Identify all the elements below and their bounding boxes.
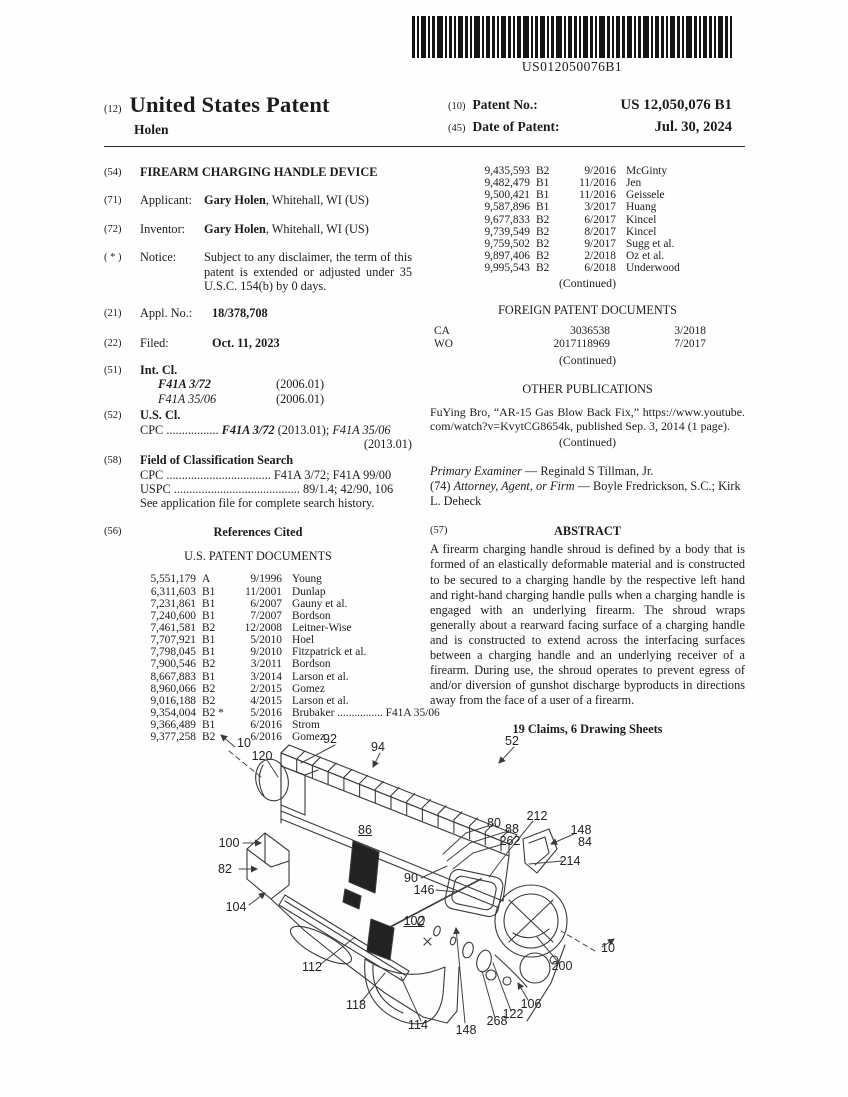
patent-assignee: Huang	[626, 201, 657, 214]
kind-code: B2	[536, 225, 550, 238]
patent-assignee: McGinty	[626, 165, 668, 177]
applicant-section	[104, 193, 412, 207]
us-cl-cpc: CPC .................	[140, 422, 222, 437]
patent-number: 9,377,258	[150, 731, 196, 744]
figure-ref-numeral: 86	[358, 823, 372, 837]
int-cl-label: Int. Cl.	[140, 363, 178, 377]
patent-assignee: Leitner-Wise	[292, 622, 352, 635]
patent-number: 9,016,188	[150, 694, 196, 707]
patent-assignee: Oz et al.	[626, 250, 665, 263]
invention-title: FIREARM CHARGING HANDLE DEVICE	[140, 165, 378, 179]
patent-number: 5,551,179	[150, 573, 196, 586]
patent-date: 11/2001	[245, 585, 282, 598]
patent-date: 9/2017	[584, 237, 616, 250]
figure-ref-numeral: 268	[486, 1014, 508, 1028]
patent-date: 9/2010	[250, 646, 282, 659]
patent-reference-row	[446, 262, 745, 274]
kind-code: A	[202, 573, 211, 586]
figure-ref-numeral: 80	[487, 816, 501, 830]
field-code: (21)	[104, 308, 122, 320]
patent-assignee: Bordson	[292, 658, 331, 671]
patent-date: 6/2016	[250, 719, 282, 732]
patent-number: 7,231,861	[150, 597, 196, 610]
header-right	[448, 97, 732, 141]
patent-date: 9/2016	[584, 165, 616, 177]
inventor-section	[104, 222, 412, 236]
figure-ref-numeral: 122	[502, 1007, 524, 1021]
patent-assignee: Kincel	[626, 213, 657, 226]
attorney-label: Attorney, Agent, or Firm	[453, 479, 575, 494]
country-code: CA	[434, 325, 450, 338]
invention-title-section	[104, 165, 412, 179]
patent-date: 6/2016	[250, 731, 282, 744]
patent-date: 3/2017	[584, 201, 616, 214]
patent-number: 9,897,406	[484, 250, 530, 263]
patent-number: 7,707,921	[150, 634, 196, 647]
figure-ref-numeral: 262	[499, 834, 521, 848]
patent-assignee: Larson et al.	[292, 694, 349, 707]
references-cited-title: References Cited	[213, 524, 303, 539]
field-label: Field of Classification Search	[140, 453, 294, 468]
patent-assignee: Larson et al.	[292, 670, 349, 683]
field-code: (22)	[104, 337, 122, 349]
figure-ref-numeral: 118	[346, 998, 366, 1012]
foreign-date: 7/2017	[674, 338, 706, 351]
patent-number-row	[448, 97, 732, 114]
patent-date: 5/2010	[250, 634, 282, 647]
kind-code: (12)	[104, 104, 122, 115]
patent-reference-row	[112, 707, 440, 720]
filed-section	[104, 336, 412, 350]
inventor-address: , Whitehall, WI (US)	[265, 221, 369, 236]
kind-code: B2	[202, 658, 216, 671]
application-number-section	[104, 306, 412, 320]
patent-assignee: Gomez	[292, 731, 325, 744]
patent-date-row	[448, 119, 732, 136]
field-code: (52)	[104, 410, 122, 422]
foreign-list-continued: (Continued)	[558, 353, 616, 368]
figure-ref-numeral: 200	[551, 959, 573, 973]
patent-date: 2/2015	[250, 682, 282, 695]
us-patent-documents-title: U.S. PATENT DOCUMENTS	[184, 549, 332, 564]
patent-reference-row	[112, 573, 412, 585]
patent-no-code: (10)	[448, 101, 466, 112]
other-publication-citation: FuYing Bro, “AR-15 Gas Blow Back Fix,” https://www.youtube. com/watch?v=KvytCG8654k, published Sep. 3, 2014 (1 page).	[430, 404, 745, 433]
country-code: WO	[434, 338, 453, 351]
date-label: Date of Patent:	[472, 119, 560, 134]
foreign-patent-list	[430, 325, 745, 351]
patent-date: 12/2008	[244, 622, 282, 635]
patent-date: 5/2016	[250, 707, 282, 720]
right-column	[430, 165, 745, 736]
kind-code: B2	[536, 165, 550, 177]
patent-reference-row	[446, 250, 745, 262]
figure-ref-numeral: 52	[505, 734, 519, 748]
patent-assignee: Strom	[292, 719, 320, 732]
patent-date: 7/2007	[250, 609, 282, 622]
patent-assignee: Jen	[626, 177, 642, 190]
abstract-section	[430, 524, 745, 708]
patent-number: 9,500,421	[484, 189, 530, 202]
us-cl-label: U.S. Cl.	[140, 408, 181, 423]
patent-date: 2/2018	[584, 250, 616, 263]
publications-continued: (Continued)	[558, 435, 616, 450]
foreign-patents-title: FOREIGN PATENT DOCUMENTS	[498, 303, 677, 318]
patent-reference-row	[112, 695, 412, 707]
filed-value: Oct. 11, 2023	[212, 335, 280, 350]
figure-ref-numeral: 92	[323, 732, 337, 746]
patent-number: 9,739,549	[484, 225, 530, 238]
us-list-continued: (Continued)	[558, 276, 616, 291]
patent-date: 9/1996	[250, 573, 282, 586]
kind-code: B1	[202, 597, 216, 610]
patent-assignee: Gomez	[292, 682, 325, 695]
header-rule	[104, 146, 745, 147]
patent-reference-row	[446, 226, 745, 238]
notice-text: Subject to any disclaimer, the term of this patent is extended or adjusted under 35 U.S.C. 154(b) by 0 days.	[204, 250, 412, 293]
patent-assignee: Geissele	[626, 189, 665, 202]
document-title: United States Patent	[129, 92, 330, 117]
examiner-label: Primary Examiner	[430, 463, 522, 478]
patent-reference-row	[112, 598, 412, 610]
figure-ref-numeral: 82	[218, 862, 232, 876]
patent-reference-row	[112, 646, 412, 658]
field-code: (57)	[430, 525, 448, 536]
figure-ref-numeral: 94	[371, 740, 385, 754]
patent-number: 9,435,593	[484, 165, 530, 177]
patent-reference-row	[446, 214, 745, 226]
foreign-date: 3/2018	[674, 325, 706, 338]
us-cl-section	[104, 408, 412, 451]
us-cl-continuation: (2013.01)	[363, 436, 412, 451]
kind-code: B2	[536, 250, 550, 263]
figure-ref-numeral: 106	[520, 997, 542, 1011]
us-cl-main: F41A 3/72	[221, 422, 275, 437]
field-code: (51)	[104, 365, 122, 376]
patent-number: 7,240,600	[150, 609, 196, 622]
other-publications-title: OTHER PUBLICATIONS	[522, 382, 653, 397]
kind-code: B2	[536, 213, 550, 226]
kind-code: B1	[202, 585, 216, 598]
patent-number: 9,677,833	[484, 213, 530, 226]
int-cl-class: F41A 3/72	[158, 377, 211, 392]
attorney-code: (74)	[430, 479, 451, 494]
figure-ref-numeral: 146	[413, 883, 435, 897]
claims-line: 19 Claims, 6 Drawing Sheets	[512, 722, 663, 737]
field-note: See application file for complete search history.	[140, 496, 375, 511]
kind-code: B2	[536, 262, 550, 275]
patent-assignee: Fitzpatrick et al.	[292, 646, 367, 659]
field-code: ( * )	[104, 252, 122, 264]
patent-number: 9,995,543	[484, 262, 530, 275]
patent-reference-row	[446, 177, 745, 189]
int-cl-version: (2006.01)	[276, 391, 325, 406]
kind-code: B1	[536, 189, 550, 202]
notice-section	[104, 250, 412, 293]
figure-ref-numeral: 104	[225, 900, 247, 914]
patent-number: 9,366,489	[150, 719, 196, 732]
abstract-text: A firearm charging handle shroud is defined by a body that is formed of an elastically deformable material and is constructed to be secured to a charging handle by the respective left hand and right-hand charging handle pulls when a charging handle is engaged with an underlying firearm. The shroud wraps generally about a rearward facing surface of a charging handle and is constructed to extend across the interfacing surfaces between a charging handle and an underlying receiver of a firearm. During use, the shroud operates to prevent egress of and/or diversion of gunshot discharge byproducts in directions away from the face of a user of a firearm.	[430, 542, 745, 707]
patent-date: 11/2016	[579, 177, 616, 190]
attorney-line	[430, 479, 745, 508]
us-cl-alt: F41A 35/06	[332, 422, 391, 437]
patent-assignee: Sugg et al.	[626, 237, 675, 250]
date-value: Jul. 30, 2024	[654, 119, 732, 135]
kind-code: B2	[536, 237, 550, 250]
filed-label: Filed:	[140, 335, 169, 350]
kind-code: B2	[202, 682, 216, 695]
kind-code: B1	[202, 609, 216, 622]
examiner-name: — Reginald S Tillman, Jr.	[521, 463, 654, 478]
patent-no-label: Patent No.:	[472, 97, 538, 112]
field-code: (72)	[104, 223, 122, 235]
patent-reference-row	[446, 189, 745, 201]
foreign-patent-row	[434, 338, 745, 351]
appl-label: Appl. No.:	[140, 306, 193, 321]
date-code: (45)	[448, 123, 466, 134]
patent-number: 8,667,883	[150, 670, 196, 683]
inventor-name: Gary Holen	[204, 221, 266, 236]
figure-ref-numeral: 148	[570, 823, 592, 837]
kind-code: B2	[202, 622, 216, 635]
field-code: (58)	[104, 455, 122, 467]
patent-date: 6/2017	[584, 213, 616, 226]
patent-reference-row	[112, 683, 412, 695]
figure-ref-numeral: 10	[237, 736, 251, 750]
patent-date: 4/2015	[250, 694, 282, 707]
patent-assignee: Underwood	[626, 262, 680, 275]
field-code: (54)	[104, 167, 122, 178]
patent-assignee: Gauny et al.	[292, 597, 348, 610]
figure-ref-numeral: 100	[218, 836, 240, 850]
patent-no-value: US 12,050,076 B1	[620, 97, 732, 113]
patent-number: 9,354,004	[150, 707, 196, 720]
patent-assignee: Young	[292, 573, 322, 586]
figure-ref-numeral: 112	[302, 960, 322, 974]
kind-code: B2	[202, 694, 216, 707]
kind-code: B1	[202, 719, 216, 732]
kind-code: B1	[536, 177, 550, 190]
kind-code: B1	[202, 670, 216, 683]
kind-code: B1	[536, 201, 550, 214]
patent-date: 3/2014	[250, 670, 282, 683]
foreign-number: 3036538	[570, 325, 610, 338]
attorney-name: — Boyle Fredrickson, S.C.; Kirk L. Deheck	[430, 479, 741, 508]
applicant-label: Applicant:	[140, 193, 192, 208]
figure-ref-numeral: 10	[601, 941, 615, 955]
applicant-address: , Whitehall, WI (US)	[265, 193, 369, 208]
patent-number: 9,759,502	[484, 237, 530, 250]
figure-ref-numeral: 90	[404, 871, 418, 885]
header-left	[104, 92, 434, 138]
inventor-label: Inventor:	[140, 221, 186, 236]
patent-reference-row	[446, 238, 745, 250]
patent-reference-row	[112, 586, 412, 598]
patent-date: 8/2017	[584, 225, 616, 238]
patent-reference-row	[446, 165, 745, 177]
appl-value: 18/378,708	[212, 306, 268, 321]
patent-number: 7,900,546	[150, 658, 196, 671]
patent-number: 9,482,479	[484, 177, 530, 190]
figure-ref-numeral: 114	[408, 1018, 428, 1032]
patent-reference-row	[112, 622, 412, 634]
kind-code: B1	[202, 646, 216, 659]
us-patent-list-right	[446, 165, 745, 274]
figure-ref-numeral: 120	[251, 749, 273, 763]
examiner-line	[430, 464, 745, 479]
barcode-text: US012050076B1	[521, 59, 623, 74]
foreign-number: 2017118969	[553, 338, 610, 351]
kind-code: B2	[202, 731, 216, 744]
applicant-name: Gary Holen	[204, 193, 266, 208]
patent-number: 8,960,066	[150, 682, 196, 695]
patent-assignee: Hoel	[292, 634, 315, 647]
patent-number: 7,798,045	[150, 646, 196, 659]
patent-reference-row	[112, 658, 412, 670]
figure-ref-numeral: 102	[403, 914, 425, 928]
patent-reference-row	[446, 201, 745, 213]
patent-drawing-figure	[185, 723, 665, 1083]
patent-number: 6,311,603	[150, 585, 196, 598]
field-code: (71)	[104, 195, 122, 207]
patent-number: 9,587,896	[484, 201, 530, 214]
figure-ref-numeral: 214	[559, 854, 581, 868]
int-cl-section	[104, 363, 412, 406]
field-of-search-section	[104, 453, 412, 511]
patent-assignee: Bordson	[292, 609, 331, 622]
patent-reference-row	[112, 671, 412, 683]
patent-reference-row	[112, 610, 412, 622]
patent-date: 6/2007	[250, 597, 282, 610]
figure-ref-numeral: 212	[526, 809, 548, 823]
kind-code: B2 *	[202, 707, 224, 720]
int-cl-version: (2006.01)	[276, 377, 325, 392]
patent-assignee: Dunlap	[292, 585, 326, 598]
field-cpc: CPC .................................. F41A 3/72; F41A 99/00	[140, 467, 392, 482]
patent-assignee: Kincel	[626, 225, 657, 238]
patent-date: 3/2011	[250, 658, 282, 671]
notice-label: Notice:	[140, 250, 177, 265]
abstract-title: ABSTRACT	[554, 524, 621, 538]
figure-ref-numeral: 88	[505, 822, 519, 836]
us-patent-list-left	[112, 573, 440, 744]
patent-date: 11/2016	[579, 189, 616, 202]
patent-assignee: Brubaker ................ F41A 35/06	[292, 707, 440, 720]
kind-code: B1	[202, 634, 216, 647]
figure-ref-numeral: 84	[578, 835, 592, 849]
field-uspc: USPC ......................................... 89/1.4; 42/90, 106	[140, 482, 394, 496]
foreign-patent-row	[434, 325, 745, 338]
us-cl-mid: (2013.01);	[274, 422, 333, 437]
figure-ref-numeral: 148	[455, 1023, 477, 1037]
inventor-surname: Holen	[134, 122, 169, 137]
field-code: (56)	[104, 525, 122, 537]
patent-date: 6/2018	[584, 262, 616, 275]
patent-reference-row	[112, 634, 412, 646]
patent-number: 7,461,581	[150, 622, 196, 635]
barcode	[412, 16, 732, 58]
int-cl-class: F41A 35/06	[158, 391, 217, 406]
